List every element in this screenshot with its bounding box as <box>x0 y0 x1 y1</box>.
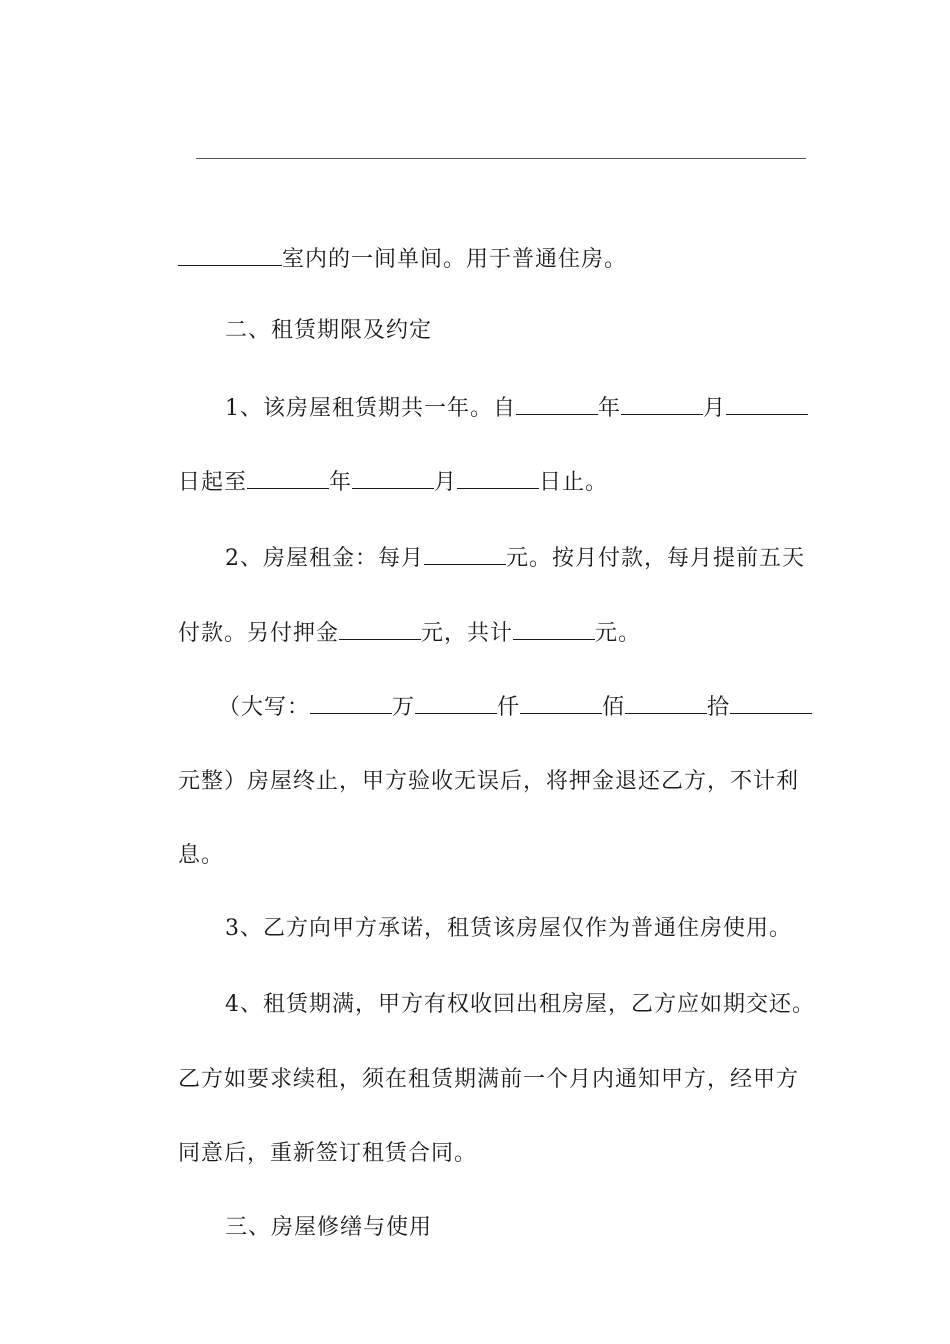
line-text: 2、房屋租金：每月 <box>224 546 424 571</box>
line-text: 元。按月付款，每月提前五天 <box>505 546 805 571</box>
fill-blank <box>730 691 812 714</box>
fill-blank <box>726 392 808 415</box>
line-text: 年 <box>597 396 621 421</box>
fill-blank <box>178 243 282 266</box>
fill-blank <box>513 617 595 640</box>
header-rule <box>196 158 806 159</box>
fill-blank <box>352 466 434 489</box>
line-text: 室内的一间单间。用于普通住房。 <box>281 247 627 272</box>
line-text: 年 <box>329 470 353 495</box>
fill-blank <box>625 691 707 714</box>
line-text: 佰 <box>602 695 626 720</box>
line-text: 元。 <box>595 621 642 646</box>
fill-blank <box>457 466 539 489</box>
line-text: 乙方如要求续租，须在租赁期满前一个月内通知甲方，经甲方 <box>177 1067 799 1092</box>
line-text: 付款。另付押金 <box>177 621 339 646</box>
fill-blank <box>247 466 329 489</box>
line-text: （大写： <box>217 695 310 720</box>
line-text: 元整）房屋终止，甲方验收无误后，将押金退还乙方，不计利 <box>177 769 799 794</box>
line-text: 4、租赁期满，甲方有权收回出租房屋，乙方应如期交还。 <box>224 992 815 1017</box>
fill-blank <box>310 691 392 714</box>
line-text: 月 <box>434 470 458 495</box>
line-text: 仟 <box>497 695 521 720</box>
line-text: 月 <box>703 396 727 421</box>
line-text: 拾 <box>707 695 731 720</box>
section-heading-3 <box>0 1183 950 1273</box>
fill-blank <box>621 392 703 415</box>
line-text: 同意后，重新签订租赁合同。 <box>177 1141 477 1166</box>
fill-blank <box>415 691 497 714</box>
line-text: 日止。 <box>539 470 609 495</box>
line-text: 1、该房屋租赁期共一年。自 <box>224 396 516 421</box>
line-text: 息。 <box>177 843 224 868</box>
line-text: 万 <box>392 695 416 720</box>
fill-blank <box>520 691 602 714</box>
fill-blank <box>516 392 598 415</box>
fill-blank <box>424 542 506 565</box>
line-text: 三、房屋修缮与使用 <box>224 1215 432 1240</box>
line-text: 二、租赁期限及约定 <box>224 318 432 343</box>
fill-blank <box>339 617 421 640</box>
line-text: 日起至 <box>177 470 247 495</box>
line-text: 元，共计 <box>421 621 514 646</box>
line-text: 3、乙方向甲方承诺，租赁该房屋仅作为普通住房使用。 <box>224 916 792 941</box>
